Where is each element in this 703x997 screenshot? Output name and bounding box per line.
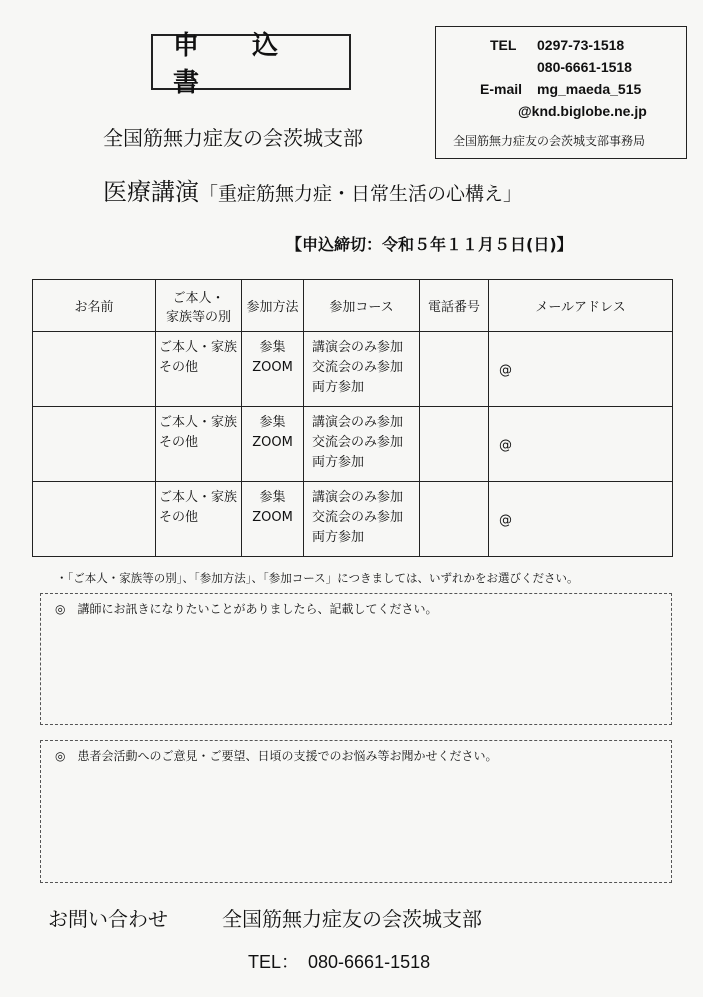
method-cell[interactable] — [242, 332, 304, 407]
phone-field[interactable] — [420, 407, 489, 482]
email-local: mg_maeda_515 — [537, 81, 642, 97]
opinion-prompt: ◎ 患者会活動へのご意見・ご要望、日頃の支援でのお悩み等お聞かせください。 — [55, 749, 498, 763]
selection-note: ・「ご本人・家族等の別」、「参加方法」、「参加コース」につきましては、いずれかをお選びください。 — [56, 571, 579, 585]
relation-option-other[interactable]: その他 — [159, 435, 199, 450]
inquiry-tel: TEL： 080-6661-1518 — [248, 952, 431, 972]
organization-name: 全国筋無力症友の会茨城支部 — [103, 126, 363, 150]
course-option-exchange[interactable]: 交流会のみ参加 — [312, 435, 404, 450]
opinion-textarea[interactable] — [40, 740, 672, 883]
course-option-lecture[interactable]: 講演会のみ参加 — [312, 490, 404, 505]
method-cell[interactable] — [242, 407, 304, 482]
course-option-both[interactable]: 両方参加 — [312, 380, 365, 395]
method-option-in-person[interactable]: 参集 — [259, 340, 286, 355]
relation-option-other[interactable]: その他 — [159, 360, 199, 375]
method-option-in-person[interactable]: 参集 — [259, 415, 286, 430]
relation-option-self-family[interactable]: ご本人・家族 — [159, 340, 238, 355]
header-name: お名前 — [33, 280, 156, 332]
entry-table — [32, 279, 673, 557]
method-option-zoom[interactable]: ZOOM — [252, 435, 293, 450]
method-option-zoom[interactable]: ZOOM — [252, 360, 293, 375]
contact-box — [435, 26, 687, 159]
email-at-sign: @ — [499, 513, 512, 528]
header-relation-line1: ご本人・ — [172, 290, 225, 306]
table-row — [33, 482, 673, 557]
course-cell[interactable] — [304, 407, 420, 482]
relation-cell[interactable] — [156, 482, 242, 557]
email-field[interactable] — [489, 482, 673, 557]
relation-cell[interactable] — [156, 407, 242, 482]
course-option-exchange[interactable]: 交流会のみ参加 — [312, 360, 404, 375]
relation-option-self-family[interactable]: ご本人・家族 — [159, 415, 238, 430]
header-relation — [156, 280, 242, 332]
email-at-sign: @ — [499, 363, 512, 378]
header-phone: 電話番号 — [420, 280, 489, 332]
office-name: 全国筋無力症友の会茨城支部事務局 — [453, 134, 646, 148]
course-option-lecture[interactable]: 講演会のみ参加 — [312, 415, 404, 430]
email-field[interactable] — [489, 407, 673, 482]
course-option-exchange[interactable]: 交流会のみ参加 — [312, 510, 404, 525]
lecture-subtitle: 「重症筋無力症・日常生活の心構え」 — [199, 183, 523, 205]
phone-field[interactable] — [420, 332, 489, 407]
question-prompt: ◎ 講師にお訊きになりたいことがありましたら、記載してください。 — [55, 602, 438, 616]
table-row — [33, 332, 673, 407]
course-option-both[interactable]: 両方参加 — [312, 455, 365, 470]
table-header-row — [33, 280, 673, 332]
method-option-in-person[interactable]: 参集 — [259, 490, 286, 505]
email-label: E-mail — [480, 81, 523, 97]
phone-field[interactable] — [420, 482, 489, 557]
tel-number-2: 080-6661-1518 — [537, 59, 632, 75]
question-textarea[interactable] — [40, 593, 672, 725]
name-field[interactable] — [33, 482, 156, 557]
inquiry-label: お問い合わせ — [48, 907, 168, 931]
course-cell[interactable] — [304, 332, 420, 407]
course-option-both[interactable]: 両方参加 — [312, 530, 365, 545]
header-relation-line2: 家族等の別 — [165, 309, 231, 325]
relation-option-other[interactable]: その他 — [159, 510, 199, 525]
deadline: 【申込締切：令和５年１１月５日(日)】 — [286, 235, 573, 254]
method-option-zoom[interactable]: ZOOM — [252, 510, 293, 525]
email-field[interactable] — [489, 332, 673, 407]
header-course: 参加コース — [304, 280, 420, 332]
course-option-lecture[interactable]: 講演会のみ参加 — [312, 340, 404, 355]
form-title: 申 込 書 — [151, 34, 351, 90]
tel-number-1: 0297-73-1518 — [537, 37, 625, 53]
relation-cell[interactable] — [156, 332, 242, 407]
tel-label: TEL — [490, 37, 517, 53]
lecture-title — [103, 172, 522, 207]
header-email: メールアドレス — [489, 280, 673, 332]
name-field[interactable] — [33, 407, 156, 482]
method-cell[interactable] — [242, 482, 304, 557]
relation-option-self-family[interactable]: ご本人・家族 — [159, 490, 238, 505]
lecture-prefix: 医療講演 — [103, 178, 199, 206]
email-at-sign: @ — [499, 438, 512, 453]
course-cell[interactable] — [304, 482, 420, 557]
header-method: 参加方法 — [242, 280, 304, 332]
inquiry-organization: 全国筋無力症友の会茨城支部 — [222, 907, 482, 931]
name-field[interactable] — [33, 332, 156, 407]
email-domain: @knd.biglobe.ne.jp — [518, 103, 647, 119]
table-row — [33, 407, 673, 482]
